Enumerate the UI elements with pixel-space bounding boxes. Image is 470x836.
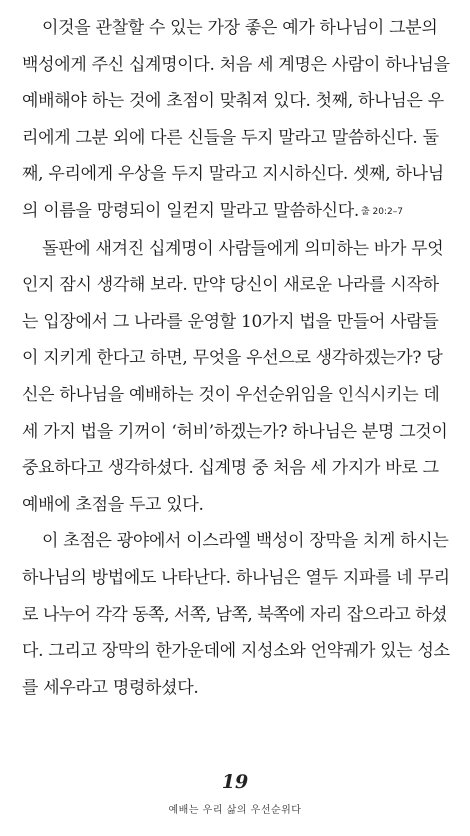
text-line: 돌판에 새겨진 십계명이 사람들에게 의미하는 바가 무엇: [42, 238, 444, 259]
text-line: 로 나누어 각각 동쪽, 서쪽, 남쪽, 북쪽에 자리 잡으라고 하셨: [22, 604, 448, 625]
text-line: 리에게 그분 외에 다른 신들을 두지 말라고 말씀하신다. 둘: [22, 127, 439, 148]
page-number: 19: [221, 771, 249, 793]
page-body: [22, 10, 450, 706]
text-line: 신은 하나님을 예배하는 것이 우선순위임을 인식시키는 데: [22, 384, 440, 405]
paragraph-3: [22, 523, 450, 706]
text-line: 세 가지 법을 기꺼이 ‘허비’하겠는가? 하나님은 분명 그것이: [22, 421, 448, 442]
scripture-reference: 출 20:2–7: [360, 206, 403, 217]
text-line: 를 세우라고 명령하셨다.: [22, 677, 199, 698]
text-line: 예배에 초점을 두고 있다.: [22, 494, 204, 515]
text-line: 는 입장에서 그 나라를 운영할 10가지 법을 만들어 사람들: [22, 311, 439, 332]
text-line: 하나님의 방법에도 나타난다. 하나님은 열두 지파를 네 무리: [22, 567, 450, 588]
text-line: 이 초점은 광야에서 이스라엘 백성이 장막을 치게 하시는: [42, 531, 449, 552]
text-line: 예배해야 하는 것에 초점이 맞춰져 있다. 첫째, 하나님은 우: [22, 91, 444, 112]
text-line: 중요하다고 생각하셨다. 십계명 중 처음 세 가지가 바로 그: [22, 458, 439, 479]
text-line: 째, 우리에게 우상을 두지 말라고 지시하신다. 셋째, 하나님: [22, 164, 444, 185]
paragraph-1: [22, 10, 450, 231]
text-line: 인지 잠시 생각해 보라. 만약 당신이 새로운 나라를 시작하: [22, 275, 439, 296]
text-line: 다. 그리고 장막의 한가운데에 지성소와 언약궤가 있는 성소: [22, 641, 450, 662]
text-line-with-reference: [22, 193, 450, 231]
text-line: 이것을 관찰할 수 있는 가장 좋은 예가 하나님이 그분의: [42, 18, 438, 38]
text-line: 이 지키게 한다고 하면, 무엇을 우선으로 생각하겠는가? 당: [22, 348, 443, 369]
text-line: 의 이름을 망령되이 일컫지 말라고 말씀하신다.: [22, 200, 359, 221]
text-line: 백성에게 주신 십계명이다. 처음 세 계명은 사람이 하나님을: [22, 54, 450, 75]
paragraph-2: [22, 231, 450, 524]
running-title: 예배는 우리 삶의 우선순위다: [168, 805, 302, 816]
